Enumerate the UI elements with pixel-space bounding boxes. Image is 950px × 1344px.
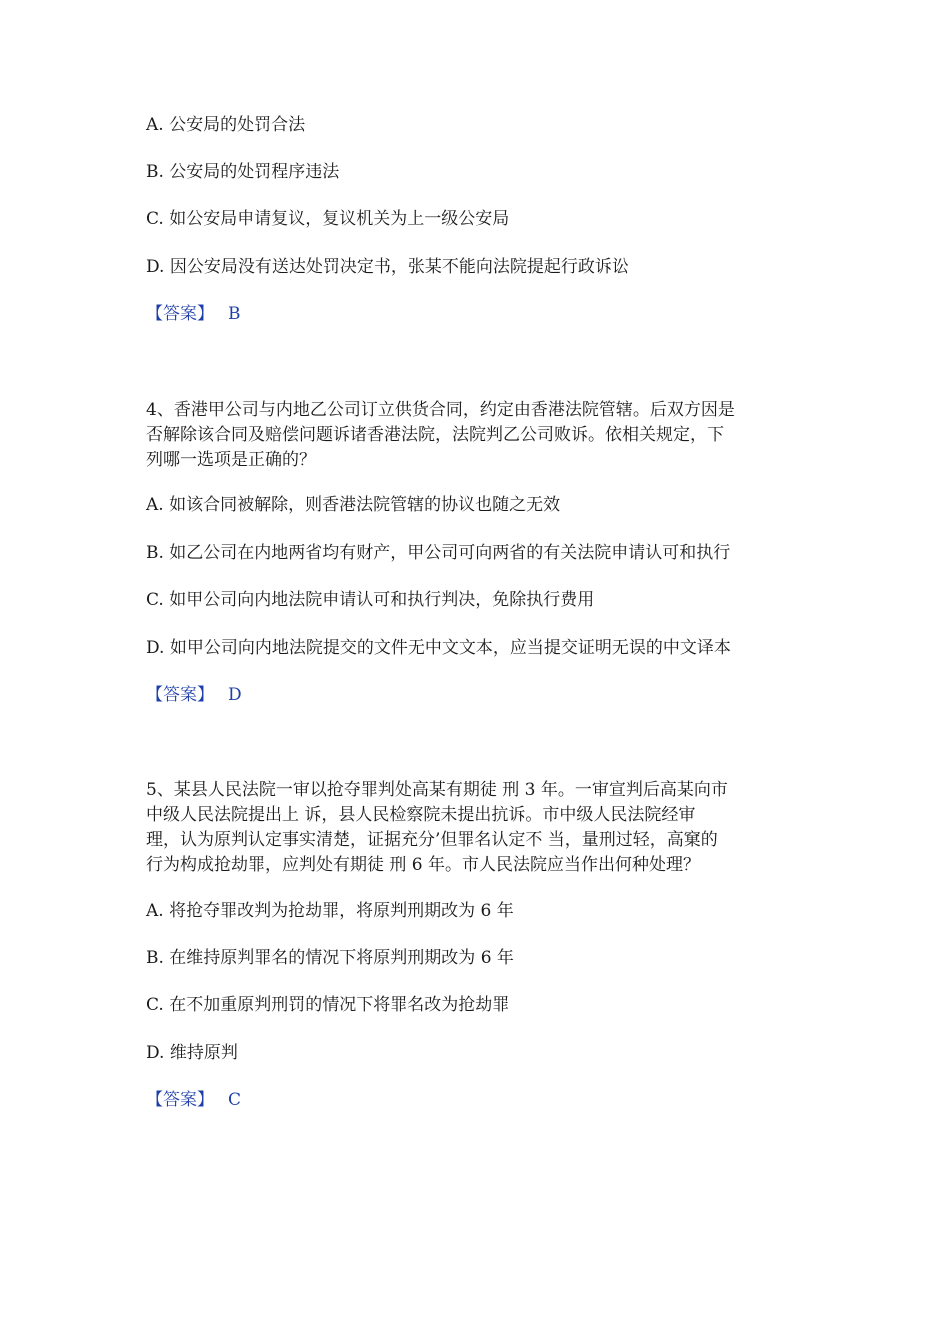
- q3-option-c: C. 如公安局申请复议，复议机关为上一级公安局: [146, 209, 510, 229]
- q4-option-a: A. 如该合同被解除，则香港法院管辖的协议也随之无效: [146, 495, 561, 515]
- answer-value: B: [228, 304, 241, 324]
- q5-stem-line-2: 中级人民法院提出上 诉，县人民检察院未提出抗诉。市中级人民法院经审: [146, 805, 696, 825]
- q3-option-a: A. 公安局的处罚合法: [146, 115, 306, 135]
- q4-answer: [146, 683, 242, 707]
- q5-option-d: D. 维持原判: [146, 1043, 238, 1063]
- q5-stem-line-4: 行为构成抢劫罪，应判处有期徒 刑 6 年。市人民法院应当作出何种处理？: [146, 855, 701, 875]
- q4-option-b: B. 如乙公司在内地两省均有财产，甲公司可向两省的有关法院申请认可和执行: [146, 543, 731, 563]
- q5-option-b: B. 在维持原判罪名的情况下将原判刑期改为 6 年: [146, 948, 514, 968]
- q3-option-b: B. 公安局的处罚程序违法: [146, 162, 340, 182]
- q4-stem-line-2: 否解除该合同及赔偿问题诉诸香港法院，法院判乙公司败诉。依相关规定，下: [146, 425, 724, 445]
- q5-answer: [146, 1088, 241, 1112]
- answer-value: C: [228, 1090, 242, 1110]
- q5-stem-line-3: 理，认为原判认定事实清楚，证据充分’但罪名认定不 当，量刑过轻，高窠的: [146, 830, 718, 850]
- q3-option-d: D. 因公安局没有送达处罚决定书，张某不能向法院提起行政诉讼: [146, 257, 629, 277]
- q4-option-c: C. 如甲公司向内地法院申请认可和执行判决，免除执行费用: [146, 590, 595, 610]
- q5-option-c: C. 在不加重原判刑罚的情况下将罪名改为抢劫罪: [146, 995, 510, 1015]
- q4-stem-line-1: 4、香港甲公司与内地乙公司订立供货合同，约定由香港法院管辖。后双方因是: [146, 400, 735, 420]
- answer-value: D: [228, 685, 242, 705]
- q4-option-d: D. 如甲公司向内地法院提交的文件无中文文本，应当提交证明无误的中文译本: [146, 638, 731, 658]
- answer-tag: 【答案】: [146, 1090, 214, 1110]
- q4-stem-line-3: 列哪一选项是正确的？: [146, 450, 316, 470]
- q3-answer: [146, 302, 241, 326]
- answer-tag: 【答案】: [146, 685, 214, 705]
- q5-option-a: A. 将抢夺罪改判为抢劫罪，将原判刑期改为 6 年: [146, 901, 514, 921]
- q5-stem-line-1: 5、某县人民法院一审以抢夺罪判处高某有期徒 刑 3 年。一审宣判后高某向市: [146, 780, 728, 800]
- answer-tag: 【答案】: [146, 304, 214, 324]
